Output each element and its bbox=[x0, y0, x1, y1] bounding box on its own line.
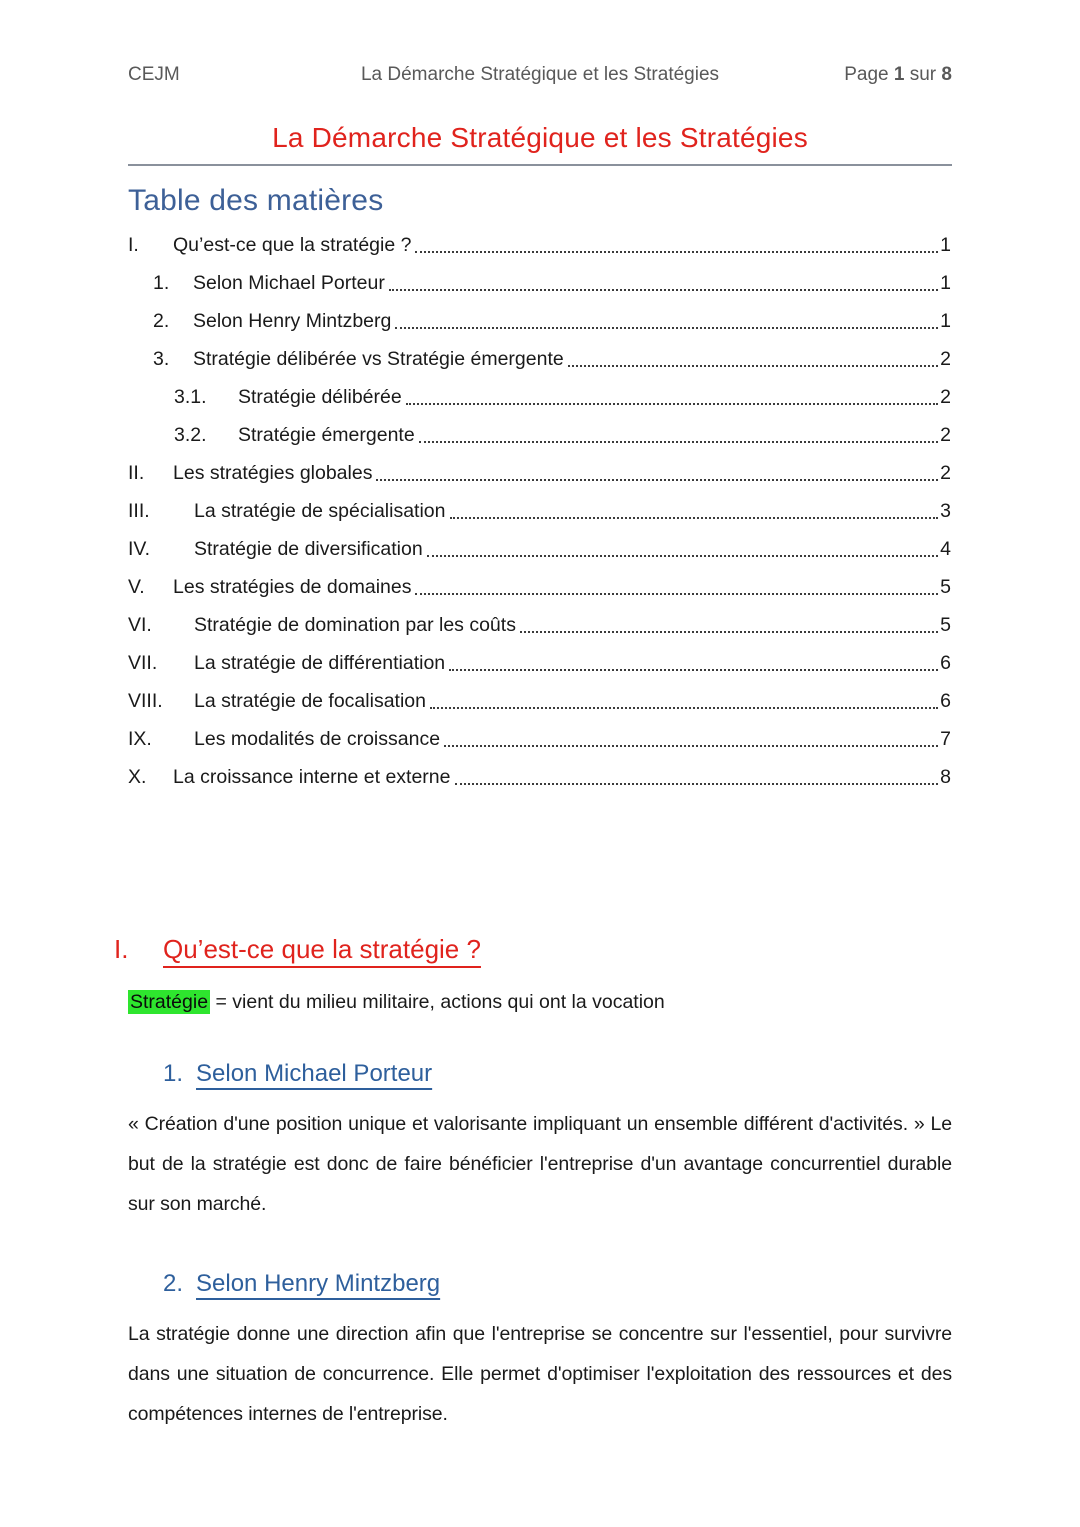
section-heading-1 bbox=[114, 934, 952, 965]
subsection-heading-1 bbox=[163, 1060, 952, 1088]
toc-entry-label: La croissance interne et externe bbox=[173, 766, 451, 788]
toc-entry-marker: VIII. bbox=[128, 690, 163, 712]
paragraph-mintzberg: La stratégie donne une direction afin que l'entreprise se concentre sur l'essentiel, pour survivre dans une situation de concurrence. Elle permet d'optimiser l'exploitation des ressources et des compétences internes de l'entreprise. bbox=[128, 1323, 952, 1425]
toc-dotted-leader bbox=[406, 403, 938, 405]
toc-entry-marker: X. bbox=[128, 766, 147, 788]
toc-entry-page-number: 3 bbox=[940, 500, 951, 522]
toc-entry-marker: VI. bbox=[128, 614, 152, 636]
page-indicator-prefix: Page bbox=[844, 64, 889, 85]
toc-entry-label: Stratégie de diversification bbox=[194, 538, 423, 560]
toc-entry[interactable] bbox=[128, 454, 952, 492]
definition-text: = vient du milieu militaire, actions qui ont la vocation bbox=[210, 991, 665, 1013]
toc-entry-label: Selon Michael Porteur bbox=[193, 272, 385, 294]
toc-entry[interactable] bbox=[128, 606, 952, 644]
toc-entry-page-number: 2 bbox=[940, 424, 951, 446]
toc-entry-label: Les stratégies globales bbox=[173, 462, 373, 484]
toc-entry[interactable] bbox=[128, 302, 952, 340]
toc-dotted-leader bbox=[415, 251, 938, 253]
definition-line bbox=[128, 991, 952, 1014]
toc-entry-marker: IV. bbox=[128, 538, 151, 560]
page-header bbox=[128, 0, 952, 86]
toc-entry-marker: V. bbox=[128, 576, 145, 598]
toc-entry-marker: III. bbox=[128, 500, 150, 522]
toc-entry-marker: 2. bbox=[153, 310, 170, 332]
toc-entry[interactable] bbox=[128, 264, 952, 302]
toc-entry-label: Stratégie délibérée bbox=[238, 386, 402, 408]
subsection-title: Selon Michael Porteur bbox=[196, 1060, 433, 1087]
toc-dotted-leader bbox=[427, 555, 938, 557]
toc-entry-page-number: 2 bbox=[940, 462, 951, 484]
toc-dotted-leader bbox=[520, 631, 938, 633]
toc-entry-marker: VII. bbox=[128, 652, 158, 674]
toc-entry-marker: IX. bbox=[128, 728, 152, 750]
toc-entry-page-number: 5 bbox=[940, 614, 951, 636]
toc-dotted-leader bbox=[395, 327, 938, 329]
toc-entry[interactable] bbox=[128, 682, 952, 720]
toc-dotted-leader bbox=[430, 707, 938, 709]
toc-dotted-leader bbox=[449, 669, 938, 671]
highlighted-term: Stratégie bbox=[130, 991, 209, 1013]
toc-entry[interactable] bbox=[128, 720, 952, 758]
toc-entry-page-number: 1 bbox=[940, 272, 951, 294]
section-number: I. bbox=[114, 934, 129, 964]
toc-entry-page-number: 1 bbox=[940, 234, 951, 256]
toc-entry[interactable] bbox=[128, 530, 952, 568]
toc-heading: Table des matières bbox=[128, 184, 384, 217]
toc-dotted-leader bbox=[419, 441, 938, 443]
toc-entry[interactable] bbox=[128, 644, 952, 682]
toc-entry-label: Stratégie de domination par les coûts bbox=[194, 614, 516, 636]
toc-entry-page-number: 4 bbox=[940, 538, 951, 560]
toc-entry[interactable] bbox=[128, 416, 952, 454]
toc-dotted-leader bbox=[376, 479, 938, 481]
toc-entry-marker: I. bbox=[128, 234, 139, 256]
toc-entry-page-number: 2 bbox=[940, 348, 951, 370]
toc-entry[interactable] bbox=[128, 758, 952, 796]
toc-entry-label: Stratégie émergente bbox=[238, 424, 415, 446]
toc-entry-marker: II. bbox=[128, 462, 145, 484]
toc-entry[interactable] bbox=[128, 492, 952, 530]
toc-entry-marker: 1. bbox=[153, 272, 170, 294]
table-of-contents bbox=[128, 226, 952, 796]
page-indicator-connector: sur bbox=[909, 64, 937, 85]
subsection-number: 1. bbox=[163, 1060, 184, 1087]
toc-entry-page-number: 5 bbox=[940, 576, 951, 598]
title-divider bbox=[128, 164, 952, 166]
toc-dotted-leader bbox=[415, 593, 938, 595]
toc-entry-page-number: 7 bbox=[940, 728, 951, 750]
subsection-heading-2 bbox=[163, 1270, 952, 1298]
subsection-number: 2. bbox=[163, 1270, 184, 1297]
paragraph-porter: « Création d'une position unique et valorisante impliquant un ensemble différent d'activités. » Le but de la stratégie est donc de faire bénéficier l'entreprise d'un avantage concurrentiel durable sur son marché. bbox=[128, 1113, 952, 1215]
toc-entry-marker: 3. bbox=[153, 348, 170, 370]
toc-dotted-leader bbox=[568, 365, 938, 367]
page-indicator-total: 8 bbox=[941, 64, 952, 85]
toc-dotted-leader bbox=[389, 289, 938, 291]
toc-dotted-leader bbox=[450, 517, 939, 519]
toc-entry-marker: 3.1. bbox=[174, 386, 207, 408]
toc-entry-page-number: 2 bbox=[940, 386, 951, 408]
toc-entry-page-number: 6 bbox=[940, 652, 951, 674]
subsection-title: Selon Henry Mintzberg bbox=[196, 1270, 441, 1297]
page-indicator-number: 1 bbox=[893, 64, 905, 85]
header-course-code: CEJM bbox=[128, 64, 180, 85]
toc-entry[interactable] bbox=[128, 378, 952, 416]
toc-entry-page-number: 8 bbox=[940, 766, 951, 788]
toc-entry-marker: 3.2. bbox=[174, 424, 207, 446]
toc-entry-label: La stratégie de focalisation bbox=[194, 690, 426, 712]
toc-dotted-leader bbox=[455, 783, 939, 785]
toc-entry-label: Stratégie délibérée vs Stratégie émergente bbox=[193, 348, 564, 370]
toc-entry-label: La stratégie de spécialisation bbox=[194, 500, 446, 522]
toc-entry[interactable] bbox=[128, 226, 952, 264]
toc-entry-label: Selon Henry Mintzberg bbox=[193, 310, 392, 332]
document-title: La Démarche Stratégique et les Stratégies bbox=[272, 122, 808, 153]
toc-entry-label: Les modalités de croissance bbox=[194, 728, 441, 750]
toc-entry-label: La stratégie de différentiation bbox=[194, 652, 446, 674]
toc-entry[interactable] bbox=[128, 568, 952, 606]
section-title: Qu’est-ce que la stratégie ? bbox=[163, 934, 481, 964]
header-document-title: La Démarche Stratégique et les Stratégies bbox=[360, 64, 720, 85]
toc-dotted-leader bbox=[444, 745, 938, 747]
header-page-indicator bbox=[802, 64, 952, 86]
toc-entry-page-number: 1 bbox=[940, 310, 951, 332]
toc-entry-page-number: 6 bbox=[940, 690, 951, 712]
toc-entry-label: Qu’est-ce que la stratégie ? bbox=[173, 234, 412, 256]
toc-entry[interactable] bbox=[128, 340, 952, 378]
toc-entry-label: Les stratégies de domaines bbox=[173, 576, 412, 598]
